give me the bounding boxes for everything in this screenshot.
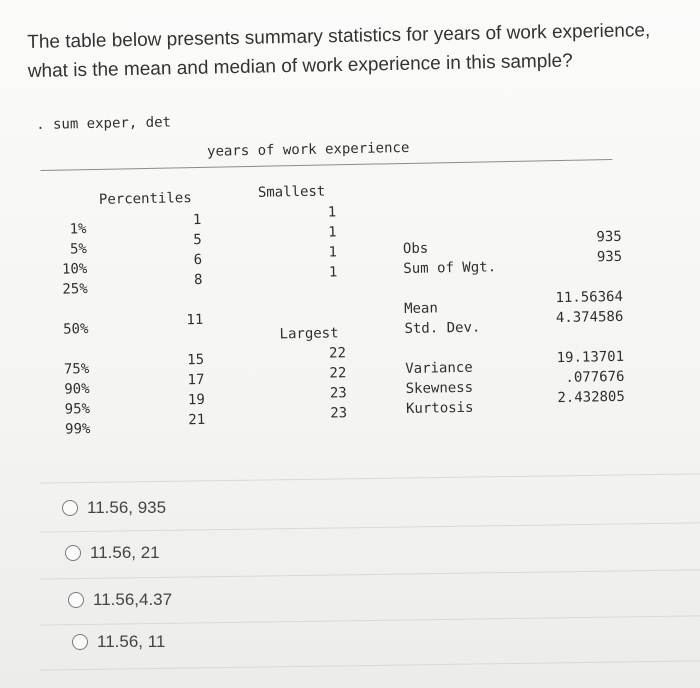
smallest-value: 1 (327, 204, 337, 221)
pct-value: 19 (187, 391, 205, 409)
stat-value-std-dev: 4.374586 (555, 308, 624, 327)
stat-label-variance: Variance (405, 359, 473, 378)
pct-value: 8 (193, 271, 203, 289)
pct-value: 6 (193, 251, 203, 269)
radio-button-icon[interactable] (62, 500, 78, 516)
option-1[interactable] (62, 486, 166, 530)
pct-label: 90% (64, 381, 90, 398)
largest-value: 23 (329, 385, 347, 402)
pct-value: 15 (187, 351, 205, 369)
smallest-value: 1 (328, 244, 338, 261)
stat-value-skewness: .077676 (565, 368, 625, 386)
table-title: years of work experience (206, 139, 410, 160)
radio-button-icon[interactable] (68, 592, 84, 608)
largest-value: 23 (330, 405, 348, 422)
option-label: 11.56, 935 (87, 498, 167, 517)
stat-label-sum-wgt: Sum of Wgt. (403, 259, 497, 278)
pct-value: 5 (193, 231, 202, 249)
question-line-1: The table below presents summary statistics for years of work experience, (27, 20, 651, 53)
pct-value: 21 (188, 411, 206, 429)
pct-label: 25% (62, 281, 88, 298)
pct-label: 99% (64, 421, 91, 438)
smallest-value: 1 (328, 224, 337, 241)
stat-value-mean: 11.56364 (555, 288, 624, 307)
option-label: 11.56,4.37 (93, 590, 173, 609)
smallest-value: 1 (328, 264, 338, 281)
stat-label-mean: Mean (403, 300, 438, 318)
question-line-2: what is the mean and median of work experience in this sample? (27, 50, 573, 82)
pct-value: 1 (192, 211, 202, 229)
pct-label: 1% (69, 221, 87, 238)
stat-label-skewness: Skewness (405, 379, 474, 398)
largest-value: 22 (329, 365, 347, 382)
option-label: 11.56, 21 (90, 543, 160, 562)
pct-label: 75% (63, 361, 90, 378)
pct-label: 5% (69, 241, 88, 258)
stat-label-obs: Obs (402, 240, 429, 258)
smallest-header: Smallest (257, 183, 326, 201)
stata-command: . sum exper, det (36, 114, 172, 133)
stat-value-kurtosis: 2.432805 (557, 388, 625, 407)
option-4[interactable] (72, 620, 165, 664)
pct-label: 95% (64, 401, 91, 418)
radio-button-icon[interactable] (72, 634, 88, 650)
radio-button-icon[interactable] (65, 545, 81, 561)
stat-label-std-dev: Std. Dev. (404, 319, 481, 338)
stat-value-variance: 19.13701 (556, 348, 625, 367)
pct-label: 10% (61, 261, 88, 278)
option-2[interactable] (65, 531, 160, 575)
stat-value-obs: 935 (596, 228, 622, 246)
pct-value: 11 (186, 311, 204, 329)
percentiles-header: Percentiles (98, 190, 192, 208)
divider (40, 473, 700, 483)
largest-header: Largest (279, 325, 339, 343)
stat-label-kurtosis: Kurtosis (405, 399, 474, 418)
option-label: 11.56, 11 (97, 632, 166, 651)
pct-value: 17 (187, 371, 205, 389)
largest-value: 22 (328, 345, 347, 362)
pct-label: 50% (63, 321, 89, 338)
stat-value-sum-wgt: 935 (596, 248, 623, 266)
option-3[interactable] (68, 578, 172, 622)
